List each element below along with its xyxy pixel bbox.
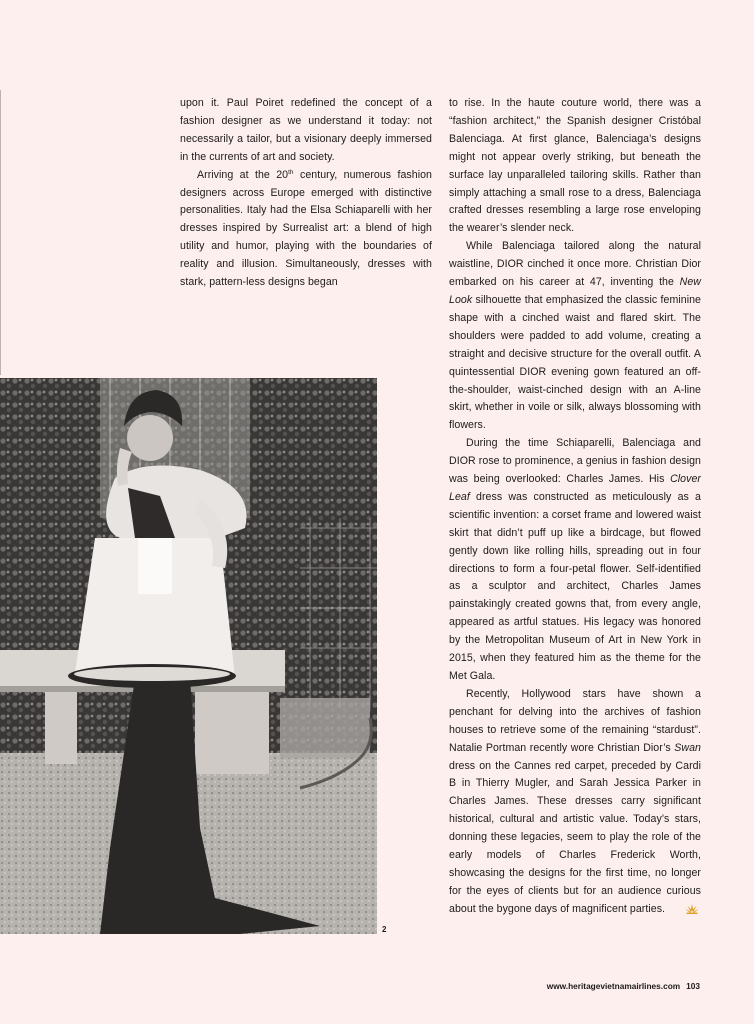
page-footer (547, 981, 700, 991)
text-column-left (180, 95, 432, 292)
paragraph: Recently, Hollywood stars have shown a penchant for delving into the archives of fashion houses to retrieve some of the remaining “stardust”. Natalie Portman recently wore Christian Dior’s Swan dress on the Cannes red carpet, preceded by Cardi B in Thierry Mugler, and Sarah Jessica Parker in Charles James. These dresses carry significant historical, cultural and artistic value. Today’s stars, donning these legacies, seem to play the role of the early models of Charles Frederick Worth, showcasing the designs for the first time, no longer for the eyes of clients but for an audience curious about the bygone days of magnificent parties. (449, 686, 701, 921)
paragraph: While Balenciaga tailored along the natural waistline, DIOR cinched it once more. Christian Dior embarked on his career at 47, inventing the New Look silhouette that emphasized the classic feminine shape with a cinched waist and flared skirt. The shoulders were padded to add volume, creating a straight and decisive structure for the overall outfit. A quintessential DIOR evening gown featured an off-the-shoulder, waist-cinched design with an A-line skirt, whether in voile or silk, always blossoming with flowers. (449, 240, 701, 432)
photo-number: 2 (382, 925, 387, 934)
page-number: 103 (686, 981, 700, 991)
website-url: www.heritagevietnamairlines.com (546, 981, 681, 991)
margin-rule (0, 90, 1, 375)
lotus-icon (668, 903, 699, 921)
paragraph: upon it. Paul Poiret redefined the concept of a fashion designer as we understand it today: not necessarily a tailor, but a visionary deeply immersed in the currents of art and society. (180, 97, 432, 163)
historical-fashion-photo (0, 378, 377, 934)
paragraph: to rise. In the haute couture world, there was a “fashion architect,” the Spanish designer Cristóbal Balenciaga. At first glance, Balenciaga’s designs might not appear overly striking, but beneath the surface lay unparalleled tailoring skills. Rather than simply attaching a small rose to a dress, Balenciaga crafted dresses resembling a large rose enveloping the wearer’s slender neck. (449, 97, 701, 235)
paragraph: Arriving at the 20th century, numerous fashion designers across Europe emerged with distinctive personalities. Italy had the Elsa Schiaparelli with her dresses inspired by Surrealist art: a blend of high utility and humor, playing with the boundaries of reality and illusion. Simultaneously, dresses with stark, pattern-less designs began (180, 168, 432, 289)
paragraph: During the time Schiaparelli, Balenciaga and DIOR rose to prominence, a genius in fashion design was being overlooked: Charles James. His Clover Leaf dress was constructed as meticulously as a scientific invention: a corset frame and lowered waist skirt that didn’t puff up like a birdcage, but flowed gently down like rolling hills, spreading out in four directions to form a four-petal flower. Self-identified as a sculptor and architect, Charles James painstakingly created gowns that, from every angle, appeared as artful statues. His legacy was honored by the Metropolitan Museum of Art in New York in 2015, when they featured him as the theme for the Met Gala. (449, 437, 701, 682)
text-column-right (449, 95, 701, 921)
